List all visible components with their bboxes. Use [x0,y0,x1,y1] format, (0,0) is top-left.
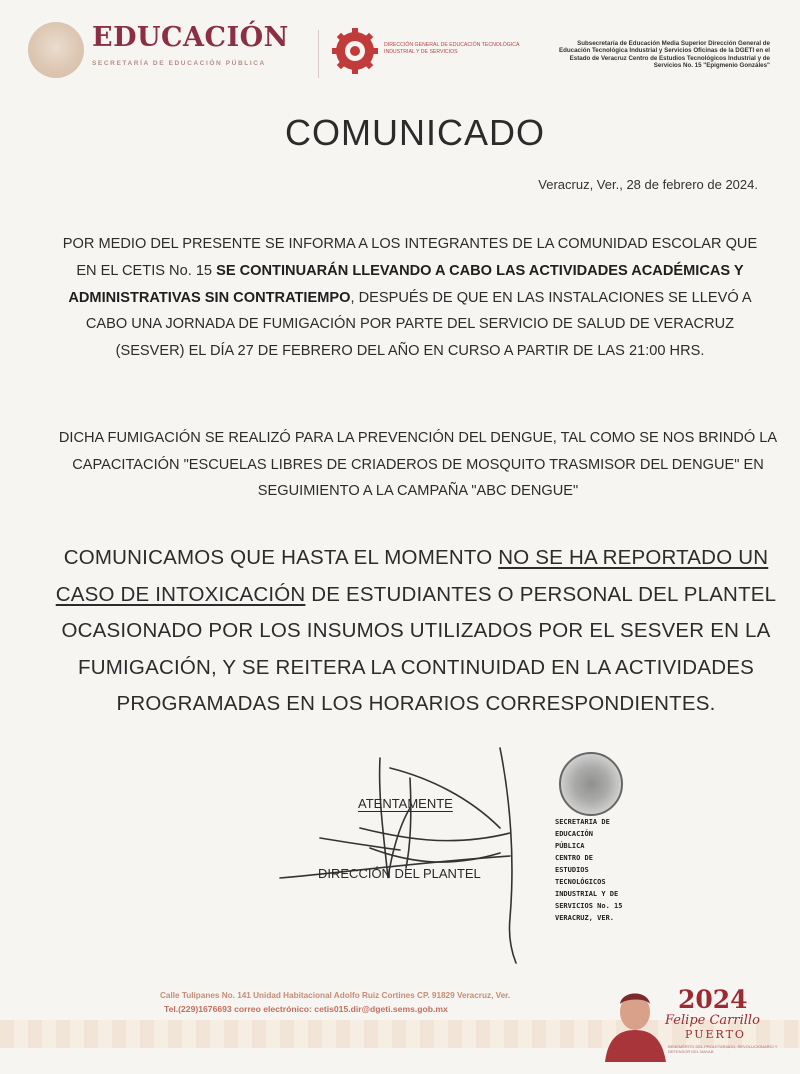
paragraph-3-underlined: NO SE HA REPORTADO UN CASO DE INTOXICACIÓN [55,546,769,606]
stamp-line: CENTRO DE ESTUDIOS [555,854,593,874]
paragraph-3 [36,540,796,723]
paragraph-1-bold: SE CONTINUARÁN LLEVANDO A CABO LAS ACTIVIDADES ACADÉMICAS Y ADMINISTRATIVAS SIN CONTRATIEMPO [68,262,744,306]
paragraph-3-rest: DE ESTUDIANTES O PERSONAL DEL PLANTEL OCASIONADO POR LOS INSUMOS UTILIZADOS POR EL SESVER EN LA FUMIGACIÓN, Y SE REITERA LA CONTINUIDAD EN LA ACTIVIDADES PROGRAMADAS EN LOS HORARIOS CORRESPONDIENTES. [61,582,777,715]
stamp-line: SERVICIOS No. 15 [555,902,623,910]
document-title: COMUNICADO [285,112,545,153]
stamp-text [555,816,625,924]
paragraph-3-intro: COMUNICAMOS QUE HASTA EL MOMENTO [63,546,499,569]
official-stamp [551,752,641,942]
document-date: Veracruz, Ver., 28 de febrero de 2024. [538,177,758,192]
dgeti-gear-logo-icon [330,26,380,76]
stamp-line: EDUCACIÓN PÚBLICA [555,830,593,850]
paragraph-1-rest: , DESPUÉS DE QUE EN LAS INSTALACIONES SE LLEVÓ A CABO UNA JORNADA DE FUMIGACIÓN POR PARTE DEL SERVICIO DE SALUD DE VERACRUZ (SESVER) EL DÍA 27 DE FEBRERO DEL AÑO EN CURSO A PARTIR DE LAS 21:00 HRS. [85,289,752,360]
paragraph-1 [60,231,760,365]
paragraph-2: DICHA FUMIGACIÓN SE REALIZÓ PARA LA PREVENCIÓN DEL DENGUE, TAL COMO SE NOS BRINDÓ LA CAPACITACIÓN "ESCUELAS LIBRES DE CRIADEROS DE MOSQUITO TRASMISOR DEL DENGUE" EN SEGUIMIENTO A LA CAMPAÑA "ABC DENGUE" [58,430,778,499]
brand-title: EDUCACIÓN [92,22,289,53]
puerto-name: PUERTO [685,1028,746,1041]
header-divider [318,30,319,78]
footer-contact: Tel.(229)1676693 correo electrónico: cetis015.dir@dgeti.sems.gob.mx [164,1004,448,1014]
signature-office: DIRECCIÓN DEL PLANTEL [318,866,481,881]
subsecretaria-text: Subsecretaría de Educación Media Superior Dirección General de Educación Tecnológica Industrial y Servicios Oficinas de la DGETI en el Estado de Veracruz Centro de Estudios Tecnológicos Industrial y de Servicios No. 15 "Epigmenio Gonzáles" [558,40,770,70]
letterhead [0,0,800,100]
year-2024: 2024 [678,985,748,1014]
mexico-seal-icon [28,22,84,78]
dgeti-name: DIRECCIÓN GENERAL DE EDUCACIÓN TECNOLÓGICA INDUSTRIAL Y DE SERVICIOS [384,42,520,55]
felipe-carrillo-portrait-icon [600,982,670,1062]
stamp-line: SECRETARIA DE [555,818,610,826]
felipe-carrillo-name: Felipe Carrillo [665,1013,760,1028]
stamp-line: VERACRUZ, VER. [555,914,615,922]
footer-address: Calle Tulipanes No. 141 Unidad Habitacional Adolfo Ruiz Cortines CP. 91829 Veracruz, Ver. [160,991,511,1000]
stamp-seal-icon [559,752,623,816]
closing-atentamente: ATENTAMENTE [358,796,453,811]
footer-tagline: BENEMÉRITO DEL PROLETARIADO, REVOLUCIONARIO Y DEFENSOR DEL MAYAB [668,1044,778,1054]
stamp-line: TECNOLÓGICOS [555,878,606,886]
brand-subtitle: SECRETARÍA DE EDUCACIÓN PÚBLICA [92,60,266,67]
paragraph-1-intro: POR MEDIO DEL PRESENTE SE INFORMA A LOS INTEGRANTES DE LA COMUNIDAD ESCOLAR QUE EN EL CETIS No. 15 [62,236,758,279]
handwritten-signature [260,738,560,968]
stamp-line: INDUSTRIAL Y DE [555,890,619,898]
